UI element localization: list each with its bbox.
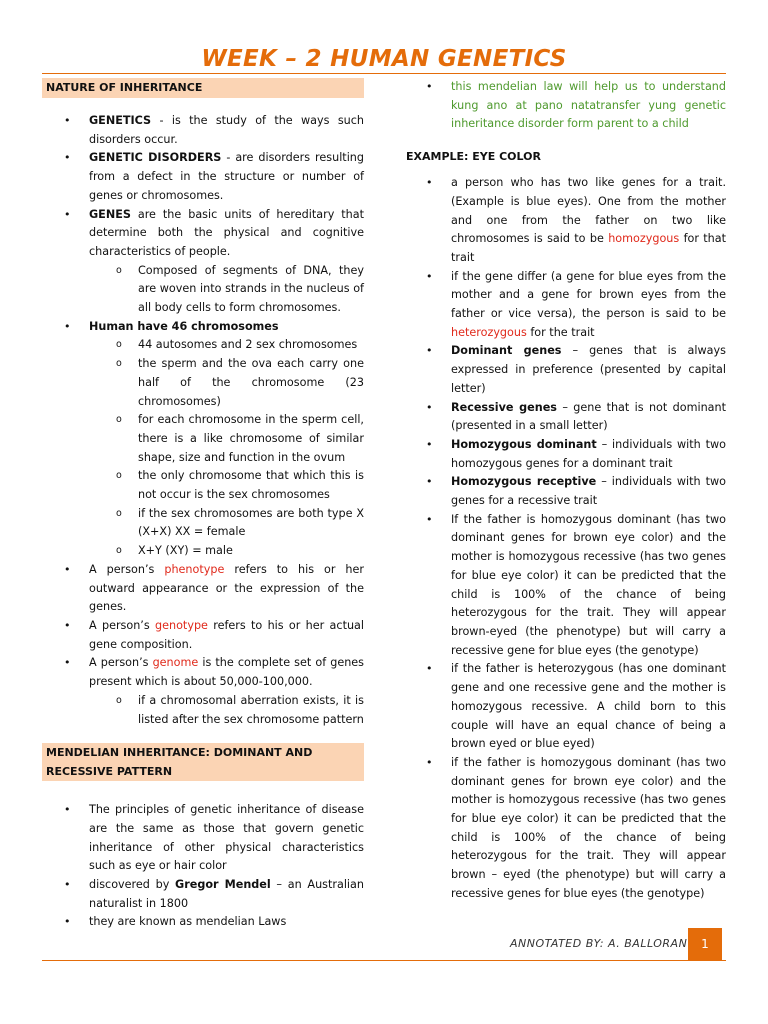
- chromosome-list: [42, 318, 364, 337]
- sub-list-item: o for each chromosome in the sperm cell, there is a like chromosome of similar shape, size and function in the ovum: [116, 413, 364, 464]
- sub-bullet-icon: o: [116, 414, 122, 426]
- sub-list-item: o if the sex chromosomes are both type X (X+X) XX = female: [116, 506, 364, 539]
- bullet-icon: •: [426, 400, 433, 414]
- list-item: • A person’s phenotype refers to his or her outward appearance or the expression of the genes.: [64, 562, 365, 614]
- green-note: this mendelian law will help us to understand kung ano at pano natatransfer yung genetic inheritance disorder form parent to a child: [451, 80, 726, 131]
- list-item: • they are known as mendelian Laws: [42, 913, 364, 932]
- chromosome-sublist: [42, 336, 364, 560]
- bullet-icon: •: [64, 114, 71, 127]
- mendelian-list: [42, 801, 364, 932]
- bullet-icon: •: [64, 319, 71, 333]
- list-item: • GENES are the basic units of hereditary that determine both the physical and cognitive characteristics of people.: [64, 207, 364, 258]
- list-item: • Dominant genes – genes that is always expressed in preference (presented by capital letter): [426, 344, 726, 395]
- sub-list-item: o Composed of segments of DNA, they are woven into strands in the nucleus of all body cells to form chromosomes.: [116, 263, 364, 315]
- list-item: • Recessive genes – gene that is not dominant (presented in a small letter): [426, 400, 726, 433]
- example-heading: EXAMPLE: EYE COLOR: [406, 150, 541, 164]
- list-item: • a person who has two like genes for a trait. (Example is blue eyes). One from the mother and one from the father on two like chromosomes is said to be homozygous for that trait: [426, 176, 727, 264]
- bullet-icon: •: [426, 269, 433, 283]
- sub-bullet-icon: o: [116, 470, 122, 482]
- section-heading-nature: NATURE OF INHERITANCE: [42, 78, 364, 98]
- section-heading-mendelian: MENDELIAN INHERITANCE: DOMINANT AND RECESSIVE PATTERN: [42, 743, 364, 781]
- title-divider: [42, 73, 726, 74]
- sub-bullet-icon: o: [116, 545, 122, 557]
- term-genome: genome: [152, 656, 199, 670]
- eye-color-list: [404, 174, 726, 903]
- list-item: • A person’s genome is the complete set of genes present which is about 50,000-100,000.: [64, 656, 364, 689]
- bullet-icon: •: [426, 512, 433, 526]
- page-number: 1: [688, 928, 722, 960]
- sub-list-item: o X+Y (XY) = male: [42, 542, 364, 561]
- term-heterozygous: heterozygous: [451, 325, 527, 339]
- list-item: • if the father is homozygous dominant (has two dominant genes for brown eye color) and the mother is homozygous recessive (has two genes for blue eye color) it can be predicted that the child is 100% of the chance of being heterozygous for the trait. They will appear brown – eyed (the phenotype) but will carry a recessive genes for blue eyes (the genotype): [426, 755, 726, 900]
- list-item: • Human have 46 chromosomes: [42, 318, 364, 337]
- bullet-icon: •: [64, 151, 71, 165]
- sub-bullet-icon: o: [116, 264, 122, 276]
- bullet-icon: •: [64, 207, 71, 221]
- sub-bullet-icon: o: [116, 339, 122, 351]
- bullet-icon: •: [64, 803, 71, 817]
- list-item: • Homozygous dominant – individuals with two homozygous genes for a dominant trait: [426, 437, 727, 470]
- bullet-icon: •: [426, 475, 433, 489]
- bullet-icon: •: [64, 618, 71, 632]
- green-note-list: [404, 78, 726, 134]
- bullet-icon: •: [426, 437, 433, 451]
- list-item: [404, 78, 726, 134]
- list-item: • GENETICS - is the study of the ways such disorders occur.: [64, 114, 364, 146]
- footer-divider: [42, 960, 726, 961]
- sub-list-item: o the sperm and the ova each carry one half of the chromosome (23 chromosomes): [116, 357, 364, 408]
- sub-bullet-icon: o: [116, 507, 122, 519]
- bullet-icon: •: [64, 656, 71, 670]
- term-homozygous: homozygous: [608, 232, 680, 246]
- list-item: • If the father is homozygous dominant (has two dominant genes for brown eye color) and the mother is homozygous recessive (has two genes for blue eye color) it can be predicted that the child is 100% of the chance of being heterozygous for the trait. They will appear brown-eyed (the phenotype) but will carry a recessive gene for blue eyes (the genotype): [426, 512, 726, 657]
- sub-list-item: o the only chromosome that which this is not occur is the sex chromosomes: [116, 469, 364, 502]
- genes-sublist: [42, 262, 364, 318]
- footer-annotation: ANNOTATED BY: A. BALLORAN: [510, 937, 688, 950]
- list-item: • discovered by Gregor Mendel – an Australian naturalist in 1800: [64, 878, 364, 910]
- term-genotype: genotype: [155, 618, 208, 632]
- list-item: • if the father is heterozygous (has one dominant gene and one recessive gene and the mother is homozygous recessive. A child born to this couple will have an equal chance of being a brown eyed or blue eyed): [426, 662, 726, 751]
- phenotype-list: [42, 561, 364, 692]
- list-item: • Homozygous receptive – individuals with two genes for a recessive trait: [426, 475, 726, 508]
- bullet-icon: •: [426, 344, 433, 358]
- bullet-icon: •: [426, 662, 433, 676]
- genome-sublist: [42, 692, 364, 729]
- bullet-icon: •: [426, 80, 433, 93]
- right-column: [404, 78, 726, 904]
- sub-list-item: o if a chromosomal aberration exists, it is listed after the sex chromosome pattern: [116, 693, 364, 726]
- bullet-icon: •: [426, 176, 433, 190]
- bullet-icon: •: [426, 755, 433, 769]
- page-title: WEEK – 2 HUMAN GENETICS: [201, 46, 567, 72]
- list-item: • The principles of genetic inheritance of disease are the same as those that govern genetic inheritance of other physical characteristics such as eye or hair color: [64, 803, 364, 873]
- list-item: • if the gene differ (a gene for blue eyes from the mother and a gene for brown eyes from the father or vice versa), the person is said to be heterozygous for the trait: [426, 269, 726, 339]
- sub-bullet-icon: o: [116, 694, 122, 706]
- bullet-icon: •: [64, 562, 71, 576]
- term-phenotype: phenotype: [164, 562, 225, 576]
- bullet-icon: •: [64, 878, 71, 892]
- list-item: • GENETIC DISORDERS - are disorders resulting from a defect in the structure or number of genes or chromosomes.: [64, 151, 364, 202]
- nature-list: [42, 112, 364, 262]
- list-item: • A person’s genotype refers to his or her actual gene composition.: [64, 618, 365, 651]
- left-column: [42, 78, 364, 932]
- sub-bullet-icon: o: [116, 358, 122, 370]
- bullet-icon: •: [64, 915, 71, 929]
- sub-list-item: o 44 autosomes and 2 sex chromosomes: [42, 336, 364, 355]
